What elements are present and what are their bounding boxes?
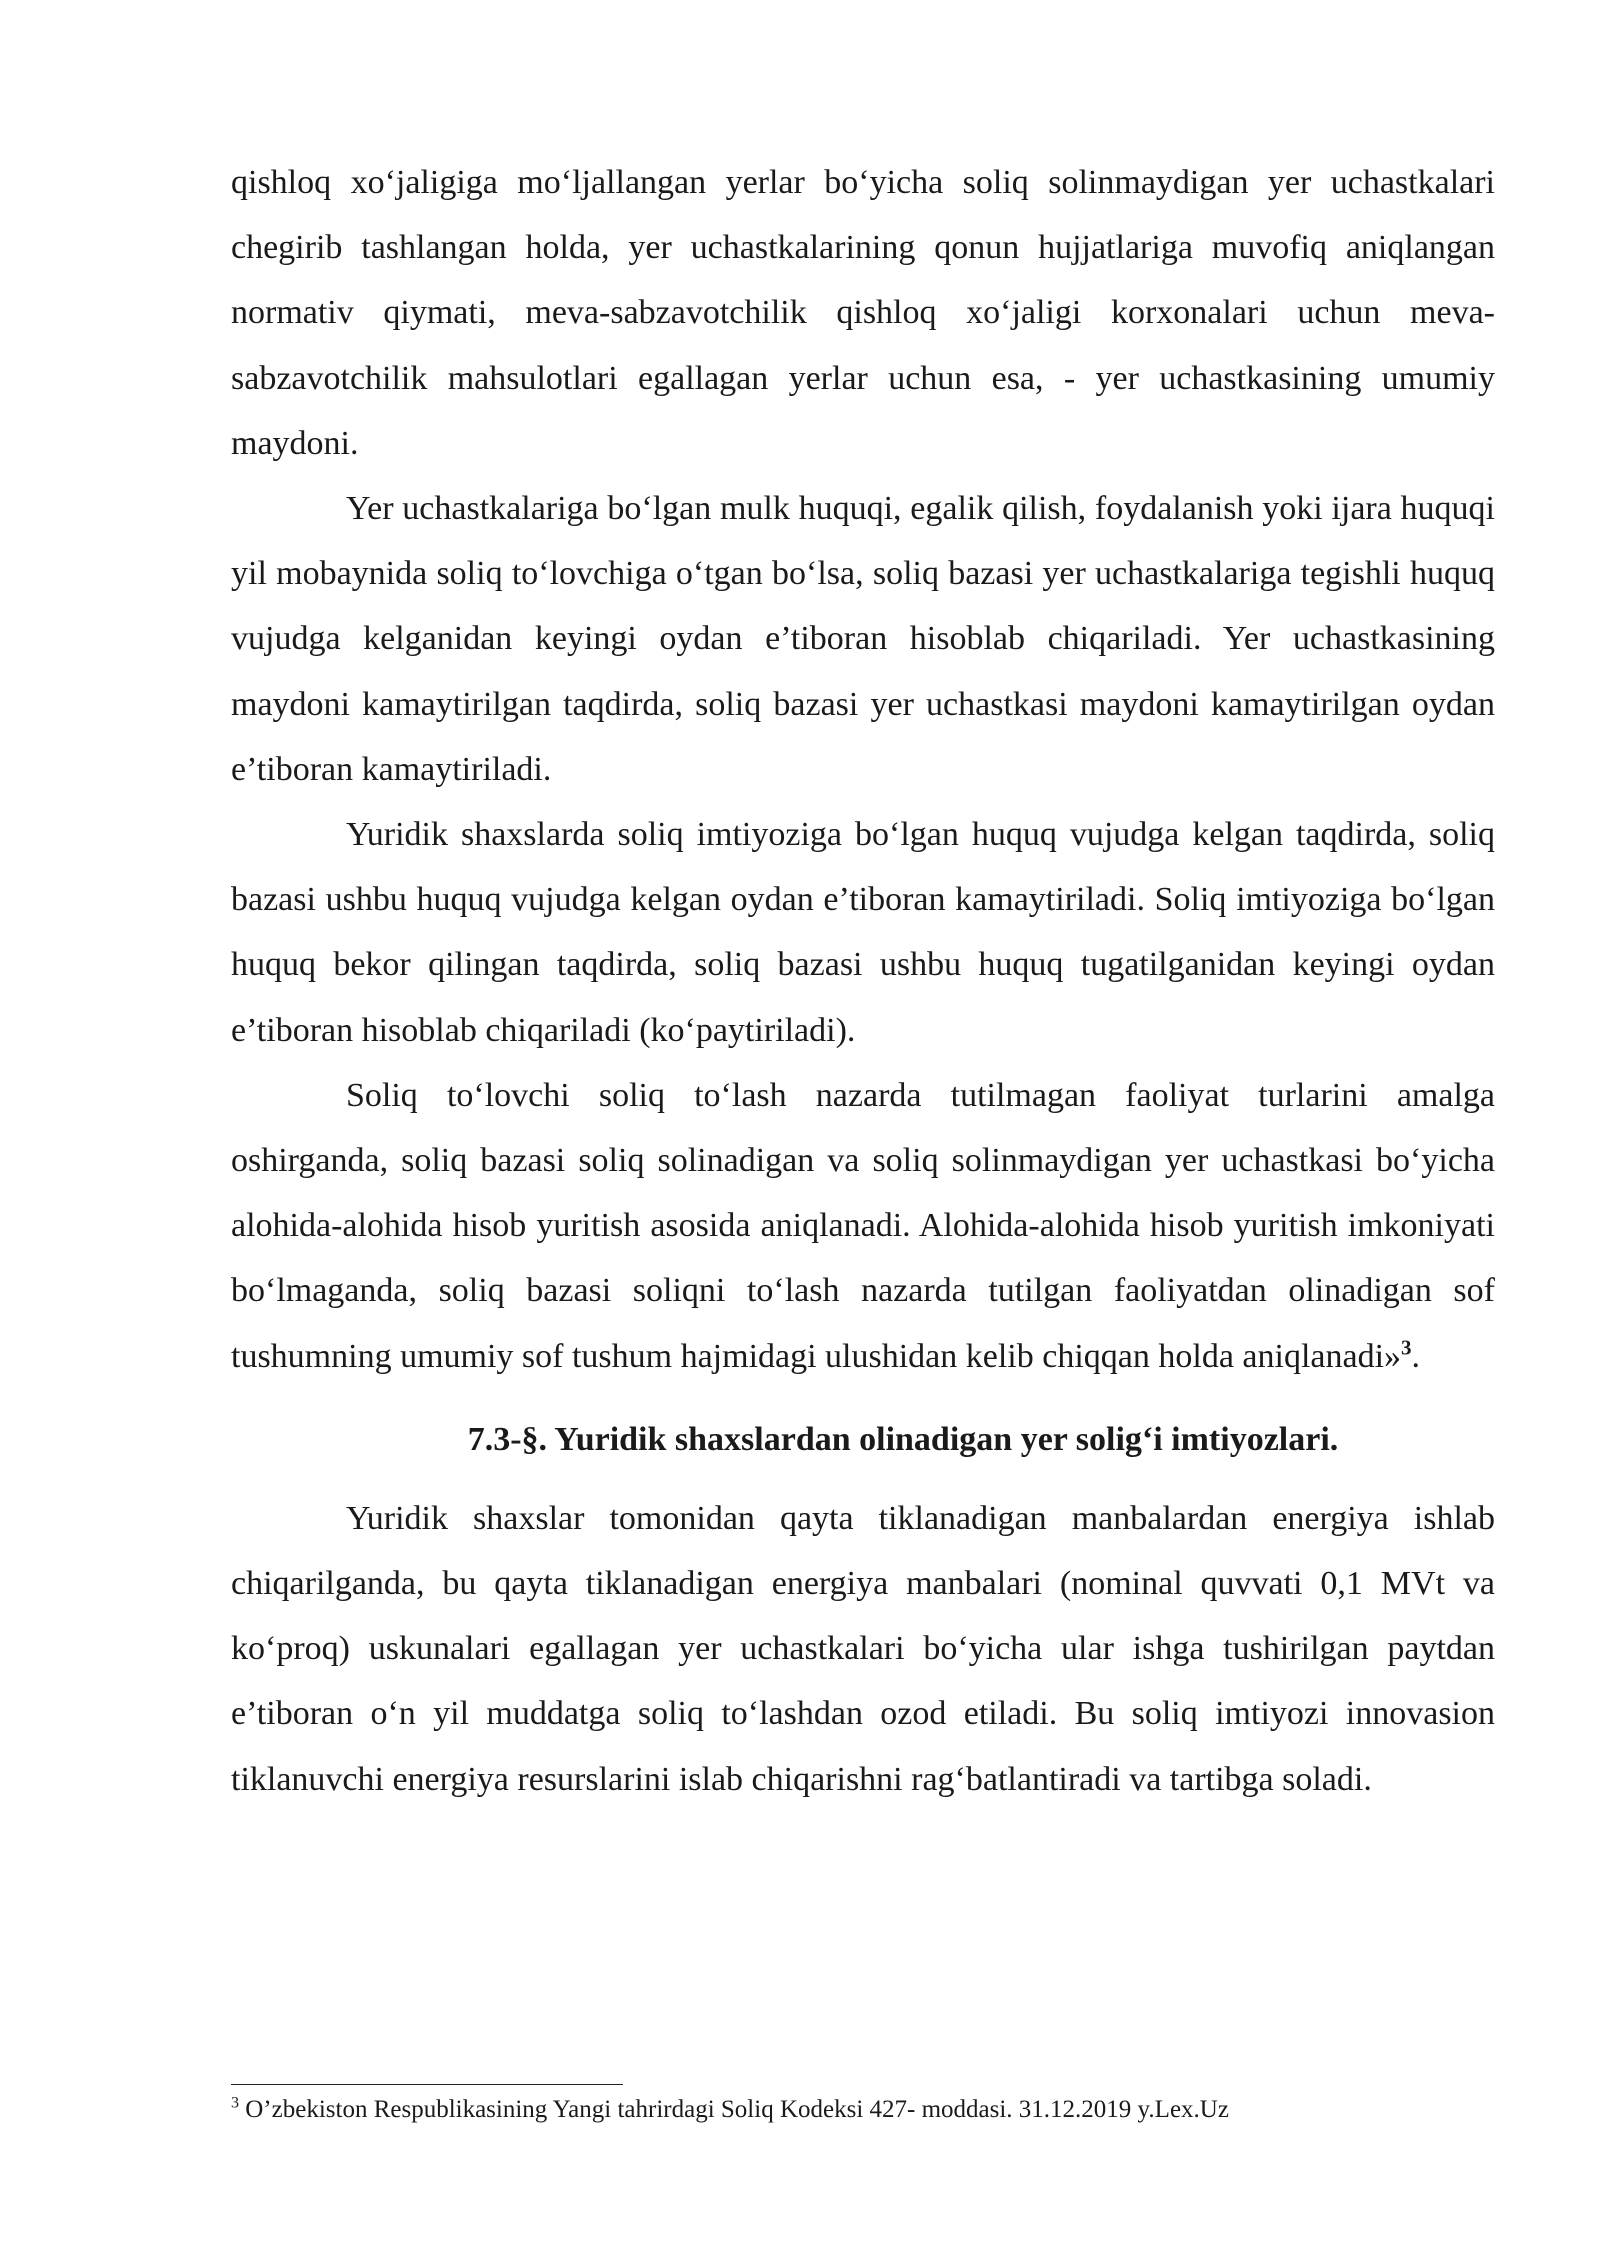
paragraph-1-text: qishloq xo‘jaligiga mo‘ljallangan yerlar bo‘yicha soliq solinmaydigan yer uchastkalari chegirib tashlangan holda, yer uchastkalarining qonun hujjatlariga muvofiq aniqlangan normativ qiymati, meva-sabzavotchilik qishloq xo‘jaligi korxonalari uchun meva-sabzavotchilik mahsulotlari egallagan yerlar uchun esa, - yer uchastkasining umumiy maydoni. [231,164,1495,462]
paragraph-4-end: . [1411,1337,1421,1375]
section-heading: 7.3-§. Yuridik shaxslardan olinadigan yer solig‘i imtiyozlari. [467,1420,1339,1458]
footnote-text: O’zbekiston Respublikasining Yangi tahrirdagi Soliq Kodeksi 427- moddasi. 31.12.2019 y.Lex.Uz [239,2096,1229,2123]
footnote [231,2094,1495,2126]
footnote-number: 3 [231,2094,239,2112]
paragraph-2 [231,476,1495,802]
paragraph-5-text: Yuridik shaxslar tomonidan qayta tiklanadigan manbalardan energiya ishlab chiqarilganda, bu qayta tiklanadigan energiya manbalari (nominal quvvati 0,1 MVt va ko‘proq) uskunalari egallagan yer uchastkalari bo‘yicha ular ishga tushirilgan paytdan e’tiboran o‘n yil muddatga soliq to‘lashdan ozod etiladi. Bu soliq imtiyozi innovasion tiklanuvchi energiya resurslarini islab chiqarishni rag‘batlantiradi va tartibga soladi. [231,1499,1495,1798]
paragraph-3-text: Yuridik shaxslarda soliq imtiyoziga bo‘lgan huquq vujudga kelgan taqdirda, soliq bazasi ushbu huquq vujudga kelgan oydan e’tiboran kamaytiriladi. Soliq imtiyoziga bo‘lgan huquq bekor qilingan taqdirda, soliq bazasi ushbu huquq tugatilganidan keyingi oydan e’tiboran hisoblab chiqariladi (ko‘paytiriladi). [231,816,1495,1049]
paragraph-2-text: Yer uchastkalariga bo‘lgan mulk huquqi, egalik qilish, foydalanish yoki ijara huquqi yil mobaynida soliq to‘lovchiga o‘tgan bo‘lsa, soliq bazasi yer uchastkalariga tegishli huquq vujudga kelganidan keyingi oydan e’tiboran hisoblab chiqariladi. Yer uchastkasining maydoni kamaytirilgan taqdirda, soliq bazasi yer uchastkasi maydoni kamaytirilgan oydan e’tiboran kamaytiriladi. [231,490,1495,788]
footnote-reference[interactable]: 3 [1401,1335,1412,1360]
paragraph-5 [231,1486,1495,1812]
paragraph-4 [231,1063,1495,1389]
paragraph-4-text: Soliq to‘lovchi soliq to‘lash nazarda tutilmagan faoliyat turlarini amalga oshirganda, soliq bazasi soliq solinadigan va soliq solinmaydigan yer uchastkasi bo‘yicha alohida-alohida hisob yuritish asosida aniqlanadi. Alohida-alohida hisob yuritish imkoniyati bo‘lmaganda, soliq bazasi soliqni to‘lash nazarda tutilgan faoliyatdan olinadigan sof tushumning umumiy sof tushum hajmidagi ulushidan kelib chiqqan holda aniqlanadi» [231,1076,1495,1375]
paragraph-3 [231,802,1495,1063]
paragraph-1 [231,150,1495,476]
footnote-separator [231,2084,623,2085]
document-body [231,150,1495,1812]
